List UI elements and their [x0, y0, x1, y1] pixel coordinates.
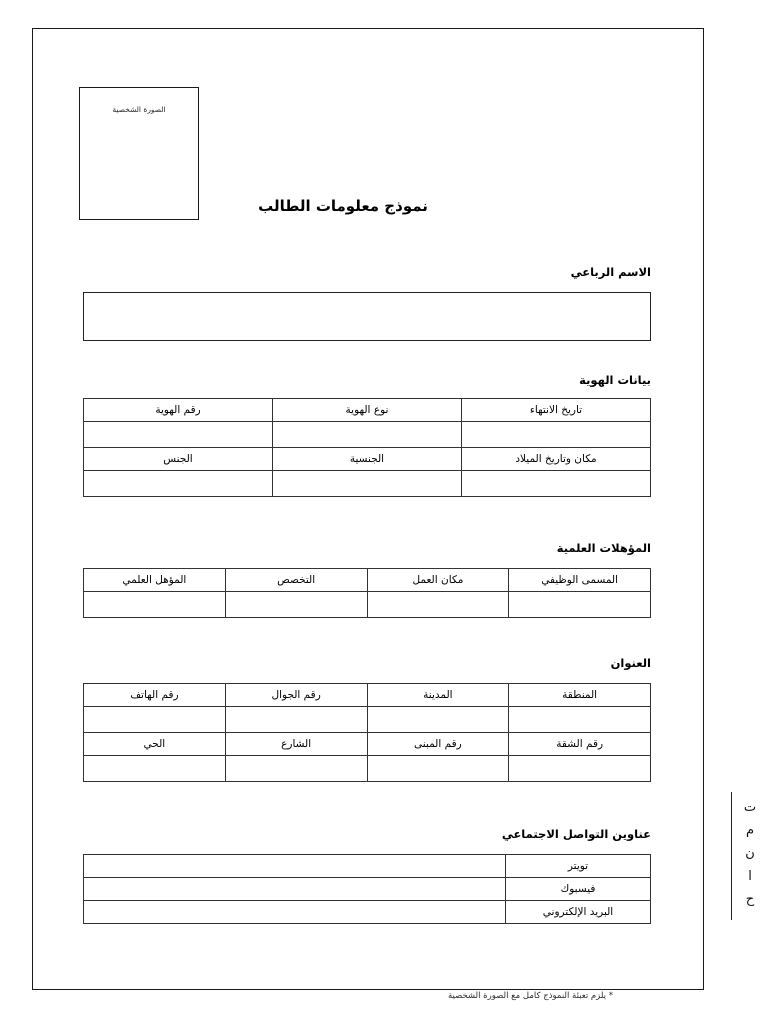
- header-cell: فيسبوك: [506, 878, 651, 901]
- address-table: [83, 683, 651, 782]
- header-cell: المنطقة: [509, 684, 651, 707]
- header-cell: رقم الهوية: [84, 399, 273, 422]
- input-cell[interactable]: [509, 592, 651, 618]
- input-cell[interactable]: [273, 471, 462, 497]
- input-cell[interactable]: [84, 592, 226, 618]
- margin-letter: ن: [745, 846, 755, 861]
- section-label-qualifications: المؤهلات العلمية: [556, 541, 651, 555]
- header-cell: نوع الهوية: [273, 399, 462, 422]
- section-label-fullname: الاسم الرباعي: [570, 265, 651, 279]
- header-cell: رقم المبنى: [367, 733, 509, 756]
- input-cell[interactable]: [225, 756, 367, 782]
- table-row: [84, 855, 651, 878]
- input-cell[interactable]: [84, 878, 506, 901]
- margin-vertical-text: [739, 796, 761, 911]
- margin-letter: ح: [745, 892, 755, 907]
- margin-rule: [731, 792, 732, 920]
- table-row: [84, 684, 651, 707]
- header-cell: رقم الجوال: [225, 684, 367, 707]
- input-cell[interactable]: [84, 901, 506, 924]
- input-cell[interactable]: [367, 592, 509, 618]
- header-cell: تويتر: [506, 855, 651, 878]
- photo-placeholder-label: الصورة الشخصية: [112, 105, 166, 114]
- header-cell: الجنسية: [273, 448, 462, 471]
- table-row: [84, 592, 651, 618]
- page-frame: [32, 28, 704, 1001]
- header-cell: البريد الإلكتروني: [506, 901, 651, 924]
- fullname-input[interactable]: [83, 292, 651, 341]
- table-row: [84, 399, 651, 422]
- input-cell[interactable]: [84, 707, 226, 733]
- table-row: [84, 471, 651, 497]
- qualifications-table: [83, 568, 651, 618]
- input-cell[interactable]: [462, 422, 651, 448]
- header-cell: المؤهل العلمي: [84, 569, 226, 592]
- header-cell: رقم الهاتف: [84, 684, 226, 707]
- header-cell: الشارع: [225, 733, 367, 756]
- input-cell[interactable]: [84, 422, 273, 448]
- input-cell[interactable]: [84, 756, 226, 782]
- header-cell: التخصص: [225, 569, 367, 592]
- table-row: [84, 569, 651, 592]
- header-cell: تاريخ الانتهاء: [462, 399, 651, 422]
- input-cell[interactable]: [225, 707, 367, 733]
- input-cell[interactable]: [462, 471, 651, 497]
- margin-letter: ت: [743, 800, 757, 815]
- header-cell: المدينة: [367, 684, 509, 707]
- input-cell[interactable]: [509, 707, 651, 733]
- table-row: [84, 448, 651, 471]
- table-row: [84, 707, 651, 733]
- page-title: نموذج معلومات الطالب: [258, 197, 428, 215]
- table-row: [84, 756, 651, 782]
- input-cell[interactable]: [273, 422, 462, 448]
- header-cell: مكان وتاريخ الميلاد: [462, 448, 651, 471]
- input-cell[interactable]: [367, 707, 509, 733]
- section-label-social: عناوين التواصل الاجتماعي: [501, 827, 651, 841]
- social-table: [83, 854, 651, 924]
- header-cell: مكان العمل: [367, 569, 509, 592]
- input-cell[interactable]: [509, 756, 651, 782]
- header-cell: رقم الشقة: [509, 733, 651, 756]
- table-row: [84, 878, 651, 901]
- table-row: [84, 901, 651, 924]
- section-label-address: العنوان: [610, 656, 651, 670]
- table-row: [84, 733, 651, 756]
- header-cell: الجنس: [84, 448, 273, 471]
- identity-table: [83, 398, 651, 497]
- table-row: [84, 422, 651, 448]
- margin-letter: م: [745, 823, 755, 838]
- section-label-identity: بيانات الهوية: [579, 373, 651, 387]
- input-cell[interactable]: [225, 592, 367, 618]
- header-cell: المسمى الوظيفي: [509, 569, 651, 592]
- input-cell[interactable]: [84, 855, 506, 878]
- input-cell[interactable]: [367, 756, 509, 782]
- margin-letter: ا: [748, 869, 752, 884]
- form-footnote: * يلزم تعبئة النموذج كامل مع الصورة الشخصية: [447, 991, 613, 1001]
- header-cell: الحي: [84, 733, 226, 756]
- input-cell[interactable]: [84, 471, 273, 497]
